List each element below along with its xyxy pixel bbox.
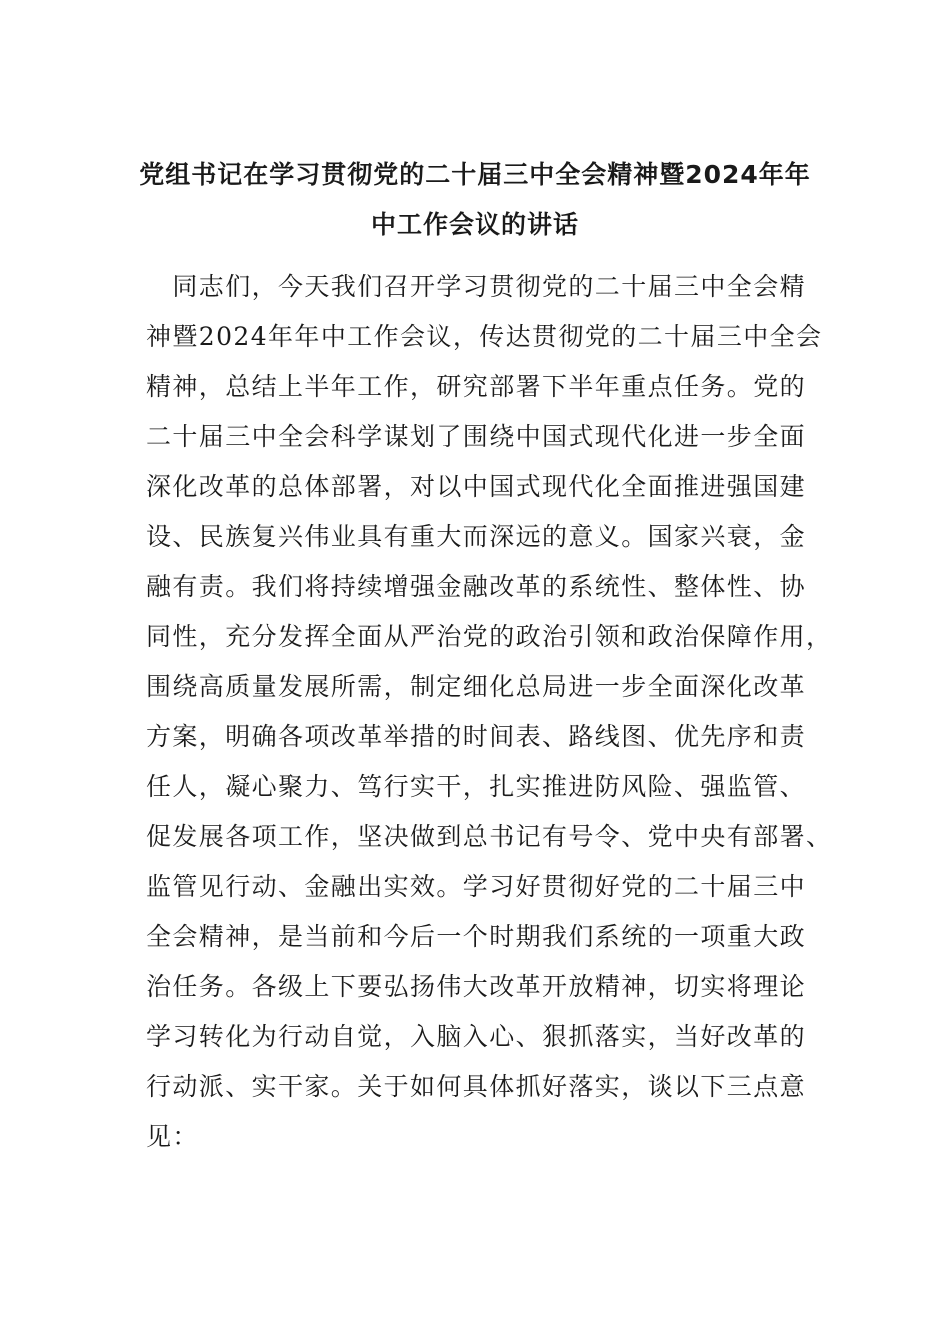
title-line: 党组书记在学习贯彻党的二十届三中全会精神暨2024年年	[139, 160, 811, 189]
body-line: 融有责。我们将持续增强金融改革的系统性、整体性、协	[146, 572, 807, 601]
body-line: 深化改革的总体部署，对以中国式现代化全面推进强国建	[146, 472, 807, 501]
body-line: 设、民族复兴伟业具有重大而深远的意义。国家兴衰，金	[146, 522, 807, 551]
body-line: 同志们，今天我们召开学习贯彻党的二十届三中全会精	[146, 272, 807, 301]
body-line: 促发展各项工作，坚决做到总书记有号令、党中央有部署、	[146, 822, 833, 851]
body-line: 见：	[146, 1122, 199, 1151]
body-line: 神暨2024年年中工作会议，传达贯彻党的二十届三中全会	[146, 322, 823, 351]
document-title	[120, 150, 830, 250]
body-line: 行动派、实干家。关于如何具体抓好落实，谈以下三点意	[146, 1072, 807, 1101]
body-line: 学习转化为行动自觉，入脑入心、狠抓落实，当好改革的	[146, 1022, 807, 1051]
body-line: 精神，总结上半年工作，研究部署下半年重点任务。党的	[146, 372, 807, 401]
body-line: 治任务。各级上下要弘扬伟大改革开放精神，切实将理论	[146, 972, 807, 1001]
body-line: 全会精神，是当前和今后一个时期我们系统的一项重大政	[146, 922, 807, 951]
body-line: 任人，凝心聚力、笃行实干，扎实推进防风险、强监管、	[146, 772, 807, 801]
body-line: 围绕高质量发展所需，制定细化总局进一步全面深化改革	[146, 672, 807, 701]
body-line: 监管见行动、金融出实效。学习好贯彻好党的二十届三中	[146, 872, 807, 901]
document-body	[146, 262, 833, 1162]
body-line: 同性，充分发挥全面从严治党的政治引领和政治保障作用，	[146, 622, 833, 651]
body-line: 方案，明确各项改革举措的时间表、路线图、优先序和责	[146, 722, 807, 751]
title-line: 中工作会议的讲话	[370, 210, 579, 239]
body-line: 二十届三中全会科学谋划了围绕中国式现代化进一步全面	[146, 422, 807, 451]
